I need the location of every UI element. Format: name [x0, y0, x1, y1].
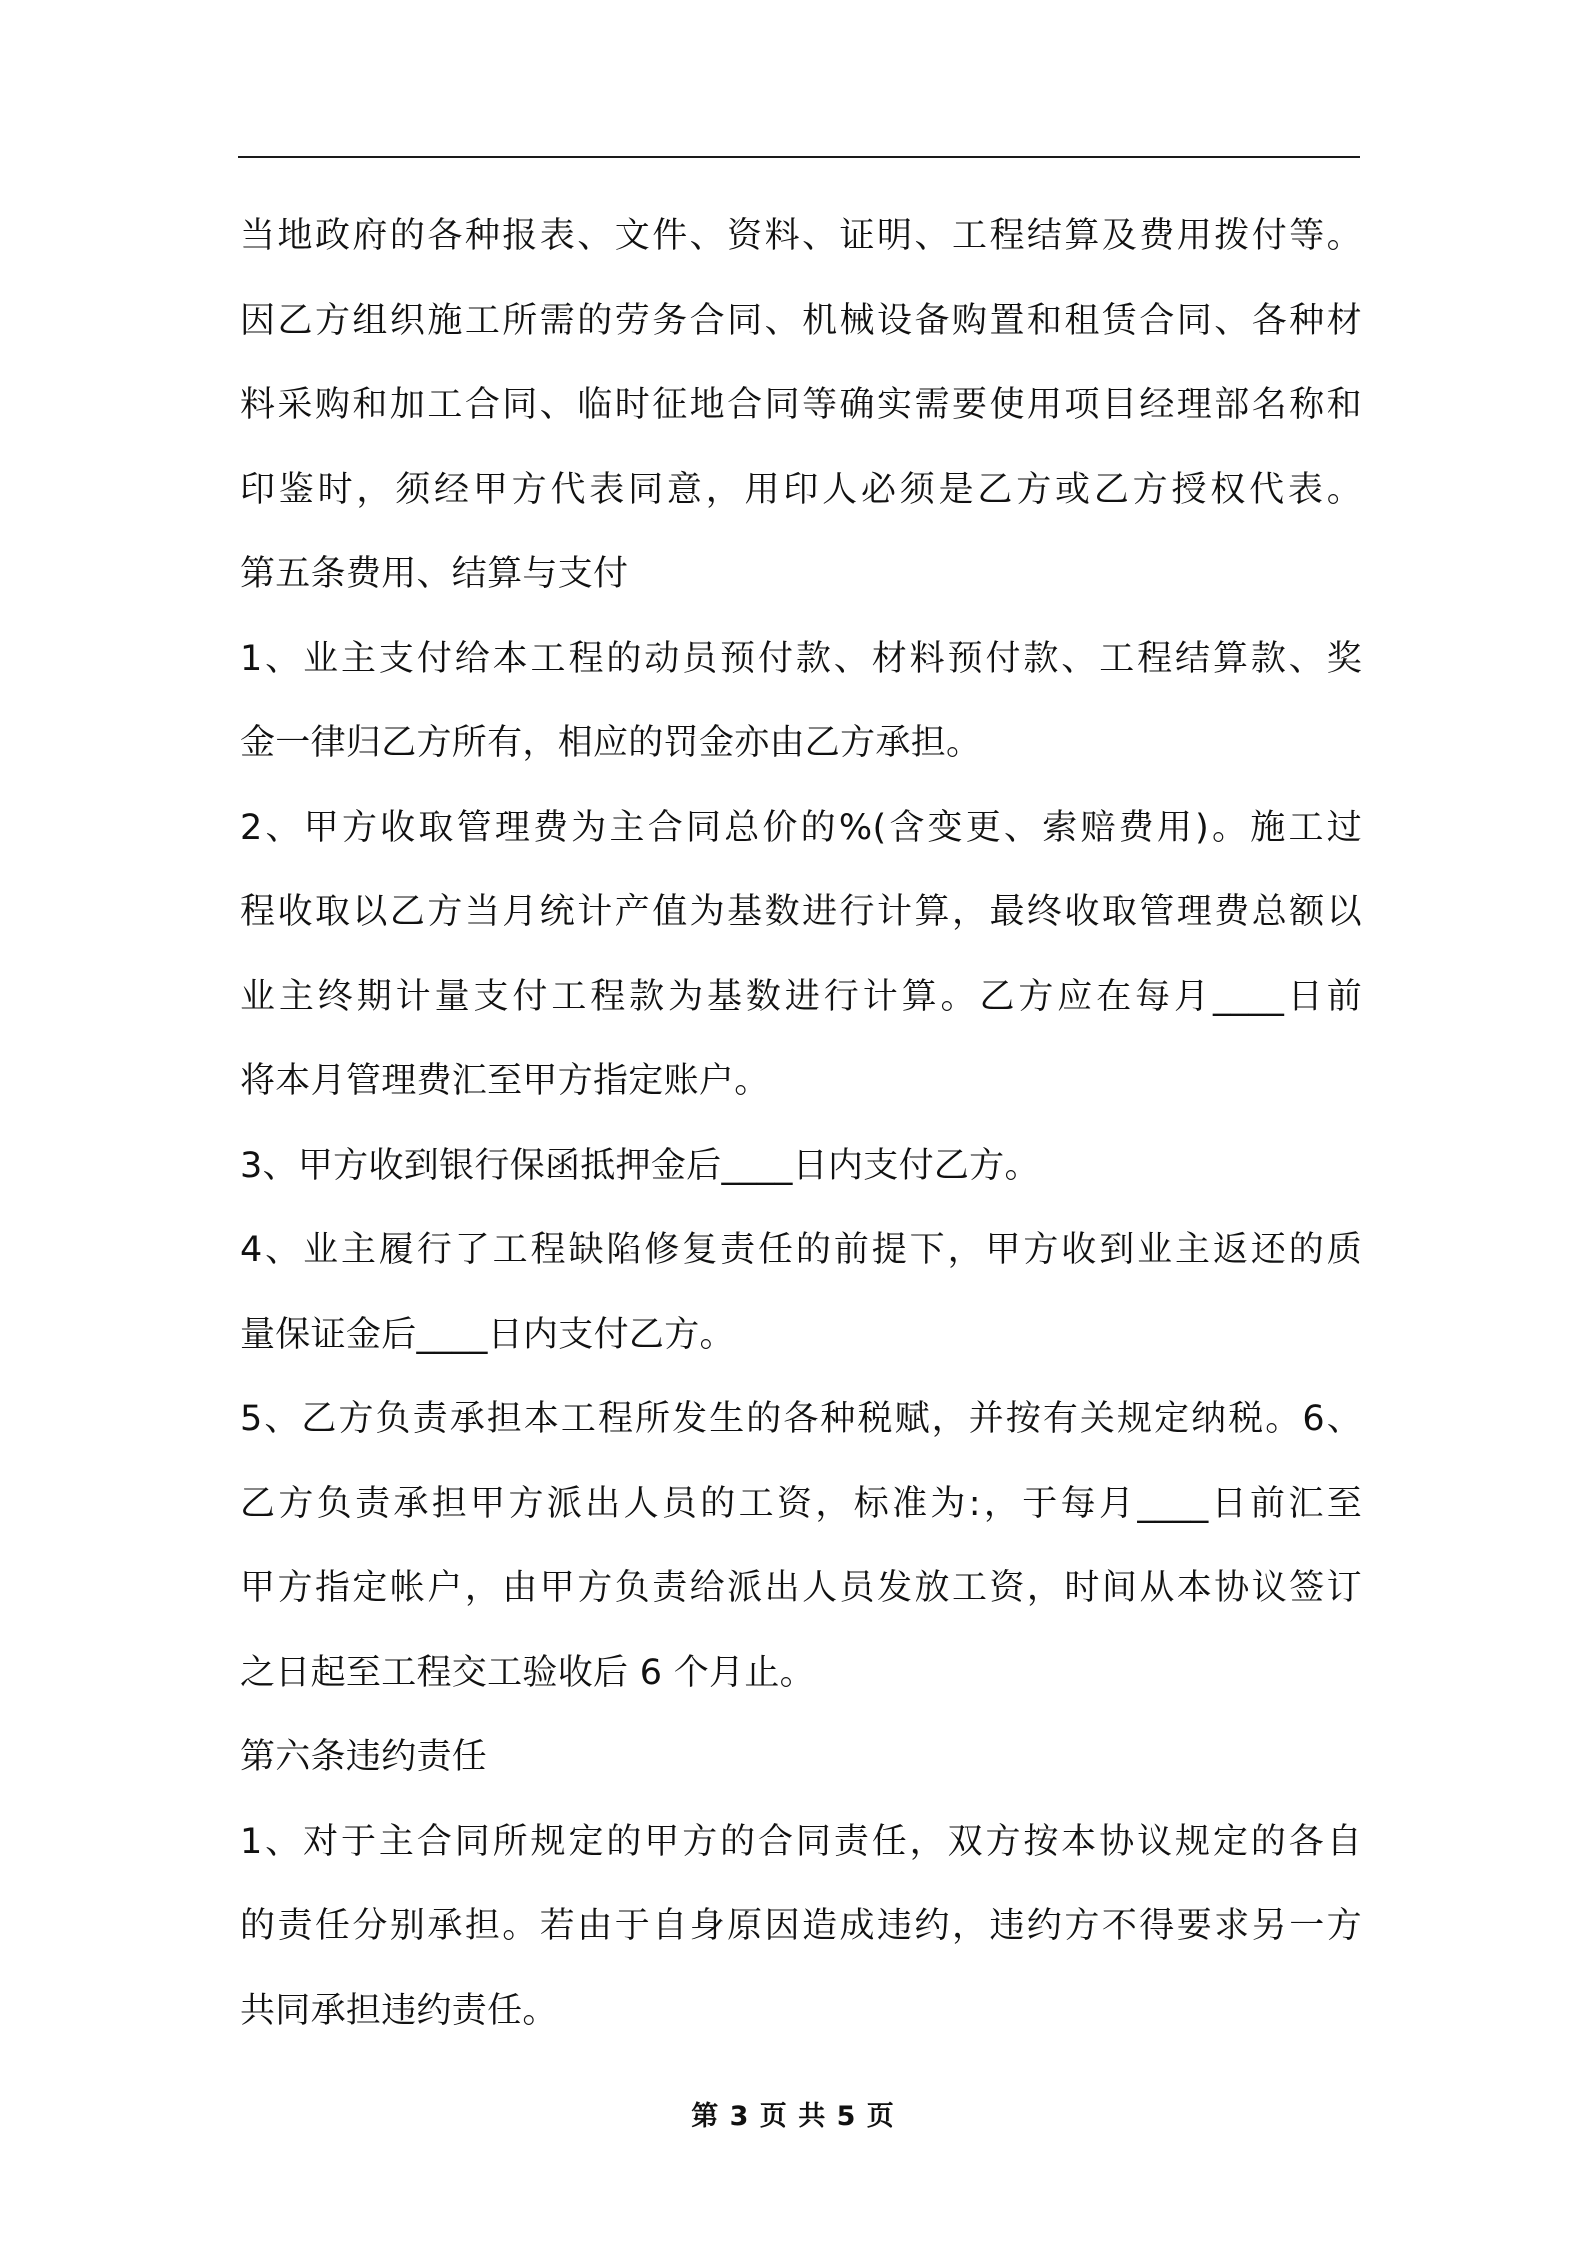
- text-line: 甲方指定帐户，由甲方负责给派出人员发放工资，时间从本协议签订: [240, 1568, 1362, 1608]
- text-line: 当地政府的各种报表、文件、资料、证明、工程结算及费用拨付等。: [240, 216, 1362, 256]
- text-line: 乙方负责承担甲方派出人员的工资，标准为:，于每月____日前汇至: [240, 1483, 1362, 1524]
- document-body: [240, 194, 1362, 2053]
- header-rule: [238, 156, 1360, 158]
- text-line: 的责任分别承担。若由于自身原因造成违约，违约方不得要求另一方: [240, 1906, 1362, 1946]
- text-line: 1、对于主合同所规定的甲方的合同责任，双方按本协议规定的各自: [240, 1821, 1362, 1862]
- text-line: 业主终期计量支付工程款为基数进行计算。乙方应在每月____日前: [240, 976, 1362, 1017]
- text-line: 因乙方组织施工所需的劳务合同、机械设备购置和租赁合同、各种材: [240, 300, 1362, 341]
- text-line: 金一律归乙方所有，相应的罚金亦由乙方承担。: [240, 723, 982, 763]
- text-line: 程收取以乙方当月统计产值为基数进行计算，最终收取管理费总额以: [240, 892, 1362, 932]
- section-heading: 第六条违约责任: [240, 1737, 488, 1777]
- page-number: 第 3 页 共 5 页: [691, 2101, 895, 2132]
- section-heading: 第五条费用、结算与支付: [240, 554, 629, 594]
- text-line: 料采购和加工合同、临时征地合同等确实需要使用项目经理部名称和: [240, 385, 1362, 425]
- text-line: 印鉴时，须经甲方代表同意，用印人必须是乙方或乙方授权代表。: [240, 469, 1362, 510]
- text-line: 5、乙方负责承担本工程所发生的各种税赋，并按有关规定纳税。6、: [240, 1399, 1362, 1439]
- text-line: 将本月管理费汇至甲方指定账户。: [240, 1061, 770, 1101]
- text-line: 3、甲方收到银行保函抵押金后____日内支付乙方。: [240, 1145, 1040, 1186]
- text-line: 量保证金后____日内支付乙方。: [240, 1314, 735, 1355]
- text-line: 1、业主支付给本工程的动员预付款、材料预付款、工程结算款、奖: [240, 638, 1362, 679]
- text-line: 2、甲方收取管理费为主合同总价的%(含变更、索赔费用)。施工过: [240, 807, 1362, 848]
- text-line: 之日起至工程交工验收后 6 个月止。: [240, 1652, 815, 1693]
- text-line: 共同承担违约责任。: [240, 1990, 558, 2031]
- text-line: 4、业主履行了工程缺陷修复责任的前提下，甲方收到业主返还的质: [240, 1230, 1362, 1270]
